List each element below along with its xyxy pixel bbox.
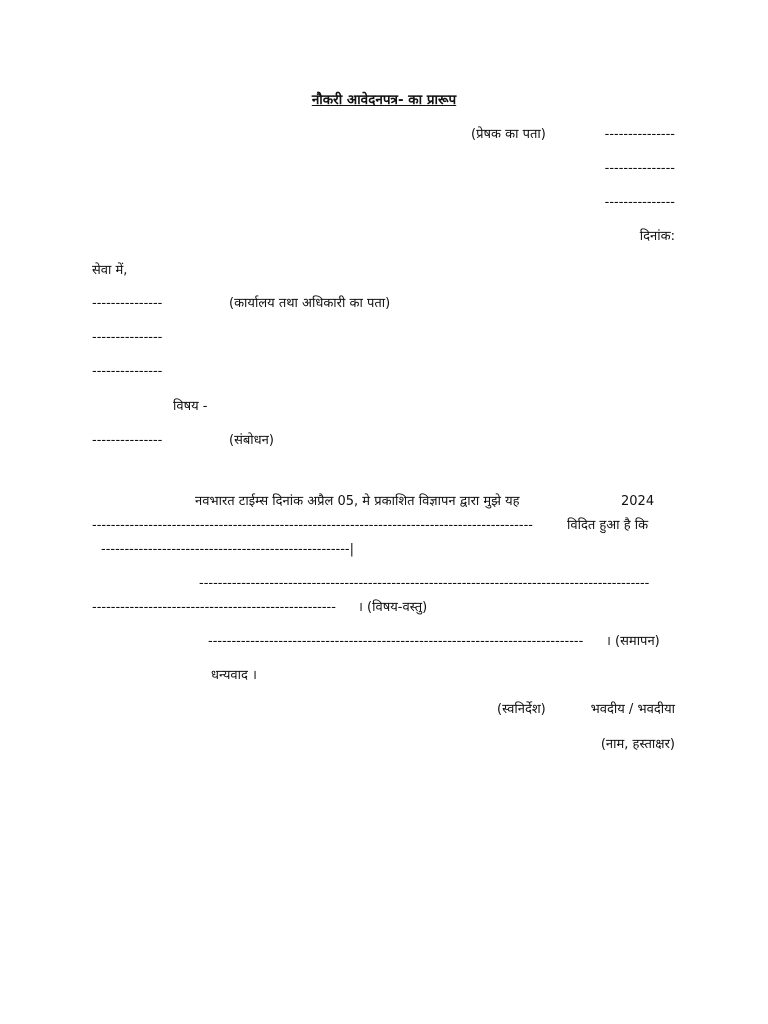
body-line-6-dashes: --------------------------------------------------------------------------------	[208, 634, 584, 649]
sender-label: (प्रेषक का पता)	[471, 127, 546, 142]
sender-line-2: ---------------	[604, 161, 675, 176]
date-label: दिनांक:	[639, 229, 675, 244]
office-address-label: (कार्यालय तथा अधिकारी का पता)	[229, 296, 391, 311]
body-year: 2024	[621, 494, 655, 509]
recipient-line-1: ---------------	[92, 296, 163, 311]
body-line-2-dashes: ----------------------------------------------------------------------------------------------	[92, 518, 533, 533]
body-line-5-dashes: ----------------------------------------------------	[92, 600, 336, 615]
body-intro: नवभारत टाईम्स दिनांक अप्रैल 05, मे प्रकाशित विज्ञापन द्वारा मुझे यह	[195, 494, 520, 509]
thanks-text: धन्यवाद ।	[211, 668, 257, 683]
address-label: (संबोधन)	[229, 433, 274, 448]
body-line-3: -----------------------------------------------------|	[101, 542, 354, 557]
body-line-4: ------------------------------------------------------------------------------------------------	[199, 576, 650, 591]
closing-name-sign: (नाम, हस्ताक्षर)	[600, 737, 675, 752]
body-line-6-text: । (समापन)	[606, 634, 660, 649]
sender-line-1: ---------------	[604, 127, 675, 142]
body-line-5-text: । (विषय-वस्तु)	[358, 600, 428, 615]
salutation: सेवा में,	[92, 263, 128, 278]
closing-instruction: (स्वनिर्देश)	[497, 702, 546, 717]
body-line-2-text: विदित हुआ है कि	[567, 518, 649, 533]
document-title: नौकरी आवेदनपत्र- का प्रारूप	[311, 92, 457, 108]
recipient-line-3: ---------------	[92, 364, 163, 379]
sender-line-3: ---------------	[604, 195, 675, 210]
subject-label: विषय -	[173, 399, 208, 414]
address-blank: ---------------	[92, 433, 163, 448]
recipient-line-2: ---------------	[92, 330, 163, 345]
closing-valediction: भवदीय / भवदीया	[590, 702, 675, 717]
